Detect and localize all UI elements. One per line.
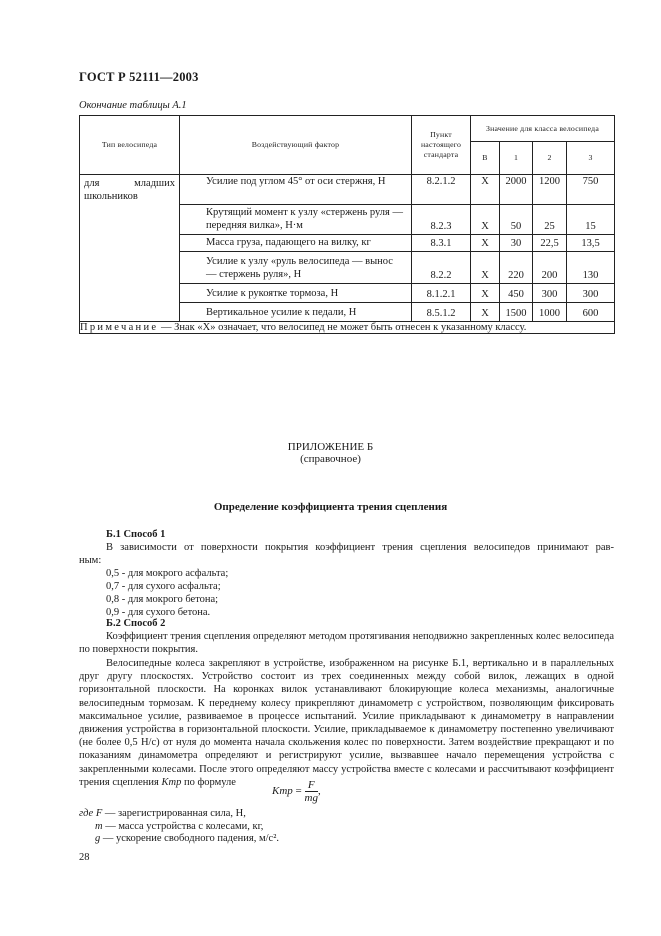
table-note-row: [80, 322, 615, 334]
class-3-cell: 15: [567, 205, 615, 235]
class-v-cell: Х: [471, 235, 500, 252]
clause-cell: 8.3.1: [412, 235, 471, 252]
section-b1-intro: В зависимости от поверхности покрытия коэффициент трения сцепления велосипедов принимают рав-: [106, 542, 614, 553]
bicycle-type-cell: для младших школьников: [80, 175, 180, 322]
page-number: 28: [79, 852, 90, 863]
where-item: [79, 821, 279, 834]
where-desc: — ускорение свободного падения, м/с².: [102, 833, 279, 844]
class-3-cell: 750: [567, 175, 615, 205]
formula-tail: ,: [317, 785, 321, 798]
class-v-cell: Х: [471, 303, 500, 322]
class-v-cell: Х: [471, 205, 500, 235]
factor-cell: Усилие к узлу «руль велосипеда — вынос — стержень руля», Н: [180, 252, 412, 284]
note-label: Примечание: [80, 322, 159, 333]
section-b1-intro-cont: ным:: [79, 555, 102, 566]
formula-fraction: [305, 779, 318, 804]
formula-denominator: mg: [304, 792, 318, 804]
class-2-cell: 200: [533, 252, 567, 284]
list-item: 0,8 - для мокрого бетона;: [106, 594, 219, 605]
formula-lhs: Kтр: [272, 785, 293, 798]
class-3-cell: 13,5: [567, 235, 615, 252]
document-header: ГОСТ Р 52111—2003: [79, 70, 199, 84]
clause-cell: 8.2.1.2: [412, 175, 471, 205]
header-clause: Пункт настоящего стандарта: [412, 116, 471, 175]
header-class-1: 1: [500, 142, 533, 175]
ktr-symbol: Kтр: [161, 776, 182, 788]
class-1-cell: 30: [500, 235, 533, 252]
class-2-cell: 1000: [533, 303, 567, 322]
header-type: Тип велосипеда: [80, 116, 180, 175]
class-v-cell: Х: [471, 252, 500, 284]
header-class-3: 3: [567, 142, 615, 175]
where-desc: — зарегистрированная сила, Н,: [104, 808, 246, 819]
requirements-table: [79, 115, 615, 334]
appendix-heading: Определение коэффициента трения сцепления: [213, 501, 448, 513]
table-row: [80, 175, 615, 205]
appendix-title: ПРИЛОЖЕНИЕ Б: [287, 441, 374, 453]
clause-cell: 8.5.1.2: [412, 303, 471, 322]
class-1-cell: 2000: [500, 175, 533, 205]
paragraph-2-text: Велосипедные колеса закрепляют в устройстве, изображенном на рисунке Б.1, вертикально и в параллельных друг другу плоскостях. Устройство состоит из трех соединенных между собой вилок, лежащих в одной горизонтальной плоскости. На коронках вилок устанавливают блокирующие колеса механизмы, аналогичные велосипедным тормозам. К переднему колесу прикрепляют динамометр с устройством, позволяющим фиксировать максимальное усилие, развиваемое в процессе испытаний. Усилие прикладывают к динамометру в направлении движения устройства в горизонтальной плоскости. Усилие, прикладываемое к динамометру постепенно увеличивают (не более 0,5 Н/с) от нуля до момента начала скольжения колес по поверхности. Затем воздействие прекращают и по показаниям динамометра определяют и регистрируют усилие, вызвавшее начало перемещения устройства с закрепленными колесами. После этого определяют массу устройства вместе с колесами и рассчитывают коэффициент трения сцепления: [79, 658, 614, 788]
where-item: [79, 833, 279, 846]
list-item: 0,5 - для мокрого асфальта;: [106, 568, 229, 579]
where-item: [79, 808, 279, 821]
factor-cell: Масса груза, падающего на вилку, кг: [180, 235, 412, 252]
formula: [272, 779, 321, 804]
where-desc: — масса устройства с колесами, кг,: [105, 820, 264, 832]
factor-cell: Усилие к рукоятке тормоза, Н: [180, 284, 412, 303]
where-symbol: g: [95, 833, 101, 844]
table-caption: Окончание таблицы А.1: [79, 100, 187, 111]
list-item: 0,7 - для сухого асфальта;: [106, 581, 221, 592]
class-3-cell: 300: [567, 284, 615, 303]
class-1-cell: 50: [500, 205, 533, 235]
class-1-cell: 1500: [500, 303, 533, 322]
class-v-cell: Х: [471, 175, 500, 205]
class-1-cell: 450: [500, 284, 533, 303]
formula-eq: =: [295, 785, 302, 798]
table-note: [80, 322, 615, 334]
class-2-cell: 300: [533, 284, 567, 303]
class-3-cell: 600: [567, 303, 615, 322]
class-2-cell: 22,5: [533, 235, 567, 252]
factor-cell: Усилие под углом 45° от оси стержня, Н: [180, 175, 412, 205]
where-symbol: m: [95, 820, 103, 832]
class-2-cell: 1200: [533, 175, 567, 205]
clause-cell: 8.2.2: [412, 252, 471, 284]
appendix-subtitle: (справочное): [300, 453, 361, 465]
factor-cell: Крутящий момент к узлу «стержень руля — передняя вилка», Н·м: [180, 205, 412, 235]
section-b1-title: Б.1 Способ 1: [106, 529, 166, 540]
where-symbol: где F: [79, 808, 103, 819]
section-b2-title: Б.2 Способ 2: [106, 618, 166, 629]
clause-cell: 8.2.3: [412, 205, 471, 235]
section-b2-paragraph-1: Коэффициент трения сцепления определяют методом протягивания неподвижно закрепленных колес велосипеда по поверхности покрытия.: [79, 631, 614, 656]
header-class-2: 2: [533, 142, 567, 175]
clause-cell: 8.1.2.1: [412, 284, 471, 303]
header-class-v: В: [471, 142, 500, 175]
factor-cell: Вертикальное усилие к педали, Н: [180, 303, 412, 322]
class-3-cell: 130: [567, 252, 615, 284]
section-b2-paragraph-2: [79, 657, 614, 789]
formula-numerator: F: [305, 779, 318, 792]
class-1-cell: 220: [500, 252, 533, 284]
class-2-cell: 25: [533, 205, 567, 235]
paragraph-2-end: по формуле: [183, 776, 236, 788]
class-v-cell: Х: [471, 284, 500, 303]
note-text: — Знак «Х» означает, что велосипед не может быть отнесен к указанному классу.: [158, 322, 527, 333]
header-factor: Воздействующий фактор: [180, 116, 412, 175]
where-list: [79, 808, 279, 846]
header-class-value: Значение для класса велосипеда: [471, 116, 615, 142]
list-item: 0,9 - для сухого бетона.: [106, 607, 211, 618]
